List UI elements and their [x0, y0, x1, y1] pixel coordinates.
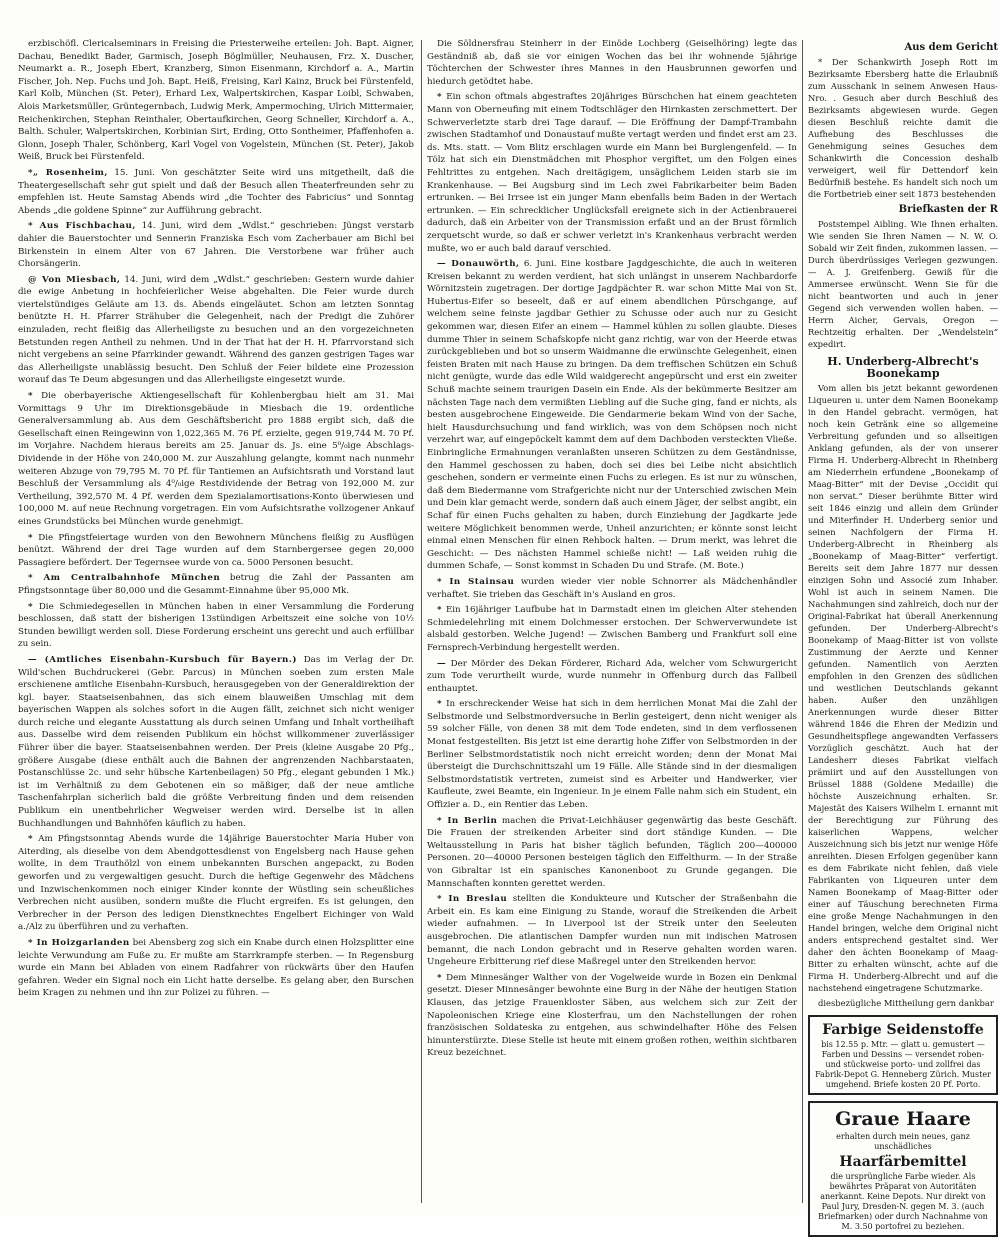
article-lead: @ Von Miesbach, [28, 274, 121, 285]
article-paragraph [18, 220, 414, 270]
article-text: Die oberbayerische Aktiengesellschaft für Kohlenbergbau hielt am 31. Mai Vormittags 9 Uhr im Direktionsgebäude in Miesbach die 19. ordentliche Generalversammlung ab. Aus dem Geschäftsbericht pro 1888 ergibt sich, daß die Gesellschaft einen Reingewinn von 1,022,365 M. 76 Pf. erzielte, gegen 919,744 M. 70 Pf. im Vorjahre. Nachdem hieraus bereits am 25. Januar ds. Js. eine 5⁰/₀ige Abschlags-Dividende in der Höhe von 240,000 M. zur Auszahlung gelangte, kommt nach nunmehr weiteren Abzuge von 79,795 M. 70 Pf. für Tantiemen an Aufsichtsrath und Vorstand laut Beschluß der Versammlung als 4⁰/₀ige Restdividende der Betrag von 192,000 M. zur Vertheilung, 392,570 M. 4 Pf. werden dem Spezialamortisations-Konto überwiesen und 100,000 M. auf neue Rechnung vorgetragen. Ein vom Aufsichtsrathe vollzogener Ankauf eines Grundstücks bei München wurde genehmigt. [18, 391, 414, 527]
article-paragraph [18, 572, 414, 597]
article-text: machen die Privat-Leichhäuser gegenwärtig das beste Geschäft. Die Frauen der streikenden Arbeiter sind dort ständige Kunden. — Die Weltausstellung in Paris hat bisher täglich befunden, Täglich 200—400000 Personen. 20—40000 Personen besteigen täglich den Eiffelthurm. — In der Straße von Gibraltar ist ein spanisches Kanonenboot zu Grunde gegangen. Die Mannschaften konnten gerettet werden. [427, 815, 797, 889]
hair-ad-product: Haarfärbemittel [839, 1154, 967, 1170]
silk-ad [808, 1015, 998, 1095]
article-lead: — [437, 658, 447, 669]
article-lead: * In Stainsau [437, 576, 515, 587]
article-text: Am Pfingstsonntag Abends wurde die 14jährige Bauerstochter Maria Huber von Aiterding, als dieselbe von dem Abendgottesdienst von Engelsberg nach Hause gehen wollte, in dem Trauthölzl von einem unbekannten Burschen angepackt, zu Boden geworfen und zu vergewaltigen gesucht. Durch die heftige Gegenwehr des Mädchens und Inzwischenkommen noch einiger Kinder konnte der Wüstling sein scheußliches Verbrechen nicht ausüben, sondern mußte die Flucht ergreifen. Es ist gelungen, den Verbrecher in der Person des ledigen Dienstknechtes Engelbert Eichinger von Wald a./Alz zu überführen und zu verhaften. [18, 834, 414, 933]
article-paragraph [427, 698, 797, 811]
article-text: 15. Juni. Von geschätzter Seite wird uns mitgetheilt, daß die Theatergesellschaft sehr gut spielt und daß der Besuch allen Theaterfreunden sehr zu empfehlen ist. Heute Samstag Abends wird „die Tochter des Fabricius“ und Sonntag Abends „die goldene Spinne“ zur Aufführung gebracht. [18, 167, 414, 216]
article-lead: *„ Rosenheim, [28, 167, 108, 178]
mailbox-text: Poststempel Aibling. Wie Ihnen erhalten. Wie senden Sie Ihren Namen — N. W. O. Sobald wir Zeit finden, zukommen lassen. — Durch überdrüssiges Verlegen gezwungen. — A. J. Greifenberg. Gewiß für die Ammersee erwünscht. Wenn Sie für die nicht beantworten und auch in jener Gegend sich verwenden wollen haben. — Herrn Aicher, Gervais, Oregon — Rechtzeitig erhalten. Der „Wendelstein“ expedirt. [808, 219, 998, 349]
article-paragraph [18, 38, 414, 164]
hair-ad-title: Graue Haare [835, 1108, 971, 1130]
hair-ad-text: die ursprüngliche Farbe wieder. Als bewährtes Präparat von Autoritäten anerkannt. Keine Depots. Nur direkt von Paul Jury, Dresden-N. gegen M. 3. (auch Briefmarken) oder durch Nachnahme von M. 3.50 portofrei zu beziehen. [818, 1172, 988, 1231]
article-lead: * In Berlin [437, 815, 498, 826]
column-left [18, 38, 414, 1207]
article-paragraph [427, 258, 797, 573]
article-text: wurden wieder vier noble Schnorrer als Mädchenhändler verhaftet. Sie trieben das Geschäft in's Ausland en gros. [427, 576, 797, 600]
article-paragraph [427, 91, 797, 255]
article-text: Ein 16jähriger Laufbube hat in Darmstadt einen im gleichen Alter stehenden Schmiedelehrling mit einem Dolchmesser erstochen. Der Schwerverwundete ist alsbald gestorben. Welche Jugend! — Zwischen Bamberg und Frankfurt soll eine Fernsprech-Verbindung hergestellt werden. [427, 605, 797, 653]
silk-ad-text: bis 12.55 p. Mtr. — glatt u. gemustert — Farben und Dessins — versendet roben- und stückweise porto- und zollfrei das Fabrik-Depot G. Henneberg Zürich. Muster umgehend. Briefe kosten 20 Pf. Porto. [815, 1040, 991, 1089]
article-text: 6. Juni. Eine kostbare Jagdgeschichte, die auch in weiteren Kreisen bekannt zu werden verdient, hat sich unlängst in unserem Nachbardorfe Wörnitzstein zugetragen. Der dortige Jagdpächter R. war schon Mitte Mai von St. Hubertus-Eifer so beseelt, daß er auf einem abendlichen Pürschgange, auf welchem seine feinste jagdbar Gethier zu Schusse oder auch nur zu Gesicht gekommen war, diesen Eifer an einem — Hammel kühlen zu sollen glaubte. Dieses dumme Thier in seinem Schafskopfe nicht ganz richtig, war von der Heerde etwas zurückgeblieben und bot so unserm Waidmanne die erwünschte Gelegenheit, einen feisten Braten mit nach Hause zu bringen. Da dem treffischen Schützen ein Schuß nicht genügte, wurde das edle Wild waidgerecht angepürscht und erst ein zweiter Schuß machte seinem traurigen Dasein ein Ende. Als der bekümmerte Besitzer am nächsten Tage nach dem vermißten Liebling auf die Suche ging, fand er nichts, als besten ausgebrochene Eingeweide. Die Gendarmerie bekam Wind von der Sache, hielt Hausdurchsuchung und fand wirklich, was von dem Schöpsen noch nicht verzehrt war, auf eingepöckelt kammt dem auf dem Dachboden versteckten Vließe. Einbringliche Ermahnungen veranlaßten unseren Schützen zu dem Geständnisse, den Hammel geschossen zu haben, doch sei dies bei Leibe nicht absichtlich geschehen, sondern er vermeinte einen Fuchs zu erlegen. Es ist nur zu wünschen, daß dem Biedermanne vom Strafgerichte nicht nur der Unterschied zwischen Mein und Dein klar gemacht werde, sondern daß auch einem Jäger, der selbst angibt, ein Schaf für einen Fuchs gehalten zu haben, durch Einziehung der Jagdkarte jede weitere Möglichkeit benommen werde, Unheil anzurichten; er könnte sonst leicht einmal einen Menschen für einen Rehbock halten. — Drum merkt, was lehret die Geschicht: — Des nächsten Hammel schieße nicht! — Laß weiden ruhig die dummen Schafe, — Sonst kommst in Schaden Du und Strafe. (M. Bote.) [427, 259, 798, 572]
article-paragraph [18, 532, 414, 570]
article-paragraph [427, 893, 797, 969]
article-paragraph [18, 654, 414, 830]
article-paragraph [18, 274, 414, 387]
article-lead: — Donauwörth, [437, 259, 520, 270]
silk-ad-title: Farbige Seidenstoffe [822, 1022, 984, 1038]
column-rule-right [802, 40, 803, 1203]
article-text: erzbischöfl. Clericalseminars in Freising die Priesterweihe erteilen: Joh. Bapt. Aigner, Dachau, Benedikt Bader, Garmisch, Joseph Böglmüller, Neuhausen, Frz. X. Duscher, Neumarkt a. R., Joseph Ebert, Kranzberg, Simon Eisenmann, Kirchdorf a. A., Martin Fischer, Joh. Nep. Fuchs und Joh. Bapt. Heiß, Freising, Karl Kainz, Bruck bei Fürstenfeld, Karl Kolb, München (St. Peter), Erhard Lex, Walpertskirchen, Kaspar Loibl, Schwaben, Alois Marketsmüller, Grüntegernbach, Ludwig Merk, Ampermoching, Ulrich Mittermaier, Reichenkirchen, Stephan Reinthaler, Obertaufkirchen, Georg Schneller, Kirchdorf a. A., Balth. Schuler, Walpertskirchen, Korbinian Sirt, Erding, Otto Sontheimer, Pfaffenhofen a. Glonn, Joseph Thaler, Schönberg, Karl Vogel von Vogelstein, München (St. Peter), Jakob Weiß, Bruck bei Fürstenfeld. [18, 39, 414, 163]
article-text: Dem Minnesänger Walther von der Vogelweide wurde in Bozen ein Denkmal gesetzt. Dieser Minnesänger bewohnte eine Burg in der Nähe der heutigen Station Klausen, das jetzige Frauenkloster Säben, aus welchem sich zur Zeit der Napoleonischen Kriege eine Klosterfrau, um den Nachstellungen der rohen französischen Soldateska zu entgehen, aus schwindelhafter Höhe des Felsen hinunterstürzte. Diese Stelle ist heute mit einem großen rothen, weithin sichtbaren Kreuz bezeichnet. [427, 972, 797, 1059]
article-text: Die Söldnersfrau Steinherr in der Einöde Lochberg (Geiselhöring) legte das Geständniß ab, daß sie vor einigen Wochen das bei ihr wohnende 5jährige Töchterchen der Schwester ihres Mannes in den Hausbrunnen geworfen und hiedurch getödtet habe. [427, 39, 797, 87]
boonekamp-ad-text: Vom allen bis jetzt bekannt gewordenen Liqueuren u. unter dem Namen Boonekamp in den Handel gebracht. vermögen, hat noch kein Getränk eine so allgemeine Verbreitung gefunden und so allseitigen Anklang gefunden, als der von unserer Firma H. Underberg-Albrecht in Rheinberg am Niederrhein erfundene „Boonekamp of Maag-Bitter“ mit der Devise „Occidit qui non servat.“ Dieser berühmte Bitter wird seit 1846 einzig und allein dem Gründer und Miterfinder H. Underberg senior und seinen Nachfolgern der Firma H. Underberg-Albrecht in Rheinberg als „Boonekamp of Maag-Bitter“ verfertigt. Bereits seit dem Jahre 1877 nur dessen einzigen Sohn und Associé zum Inhaber. Wohl ist auch in seinem Namen. Die Nachahmungen sind zahlreich, doch nur der Original-Fabrikat hat überall Anerkennung gefunden. Der Underberg-Albrecht's Boonekamp of Maag-Bitter ist von vollste Zustimmung der Aerzte und Kenner gefunden. Namentlich von Aerzten empfohlen in den Grenzen des südlichen und westlichen Deutschlands gekannt haben. Außer den unzähligen Anerkennungen wurde dieser Bitter während 1846 die Ehren der Medizin und Gesundheitspflege angewandten Verfassers Vorzüglich geschätzt. Auch hat der Landesherr dieses Fabrikat vielfach prämiirt und auf den Ausstellungen von Brüssel 1888 (Goldene Medaille) die höchste Auszeichnung erhalten. Sr. Majestät des Kaisers Wilhelm I. ernannt mit der Berechtigung zur Führung des kaiserlichen Wappens, welcher Auszeichnung sich bis jetzt nur wenige Höfe anreihten. Diesen Erfolgen gegenüber kann es dem Fabrikate nicht fehlen, daß viele Fabrikanten von Liqueuren unter dem Namen Boonekamp of Maag-Bitter oder einer auf Täuschung berechneten Firma eine große Menge Nachahmungen in den Handel bringen, welche dem Original nicht anders entsprechend gestaltet sind. Wer daher den ächten Boonekamp of Maag-Bitter zu erhalten wünscht, achte auf die Firma H. Underberg-Albrecht und auf die nachstehend eingetragene Schutzmarke. [808, 383, 998, 993]
article-lead: * Am Centralbahnhofe München [28, 573, 221, 584]
article-lead: * In Hoizgarlanden [28, 937, 130, 948]
column-right [808, 38, 998, 1231]
article-text: Das im Verlag der Dr. Wild'schen Buchdruckerei (Gebr. Parcus) in München soeben zum ersten Male erschienene amtliche Eisenbahn-Kursbuch, herausgegeben von der Generaldirektion der kgl. bayer. Staatseisenbahnen, das sich einem blauweißen Umschlag mit dem bayerischen Wappen als solches sofort in die Augen fällt, zeichnet sich nicht weniger durch reiche und elegante Ausstattung als durch seinen Umfang und Inhalt vortheilhaft aus. Dasselbe wird dem reisenden Publikum ein höchst willkommener zuverlässiger Führer über die bayer. Staatseisenbahnen werden. Der Preis (kleine Ausgabe 20 Pfg., größere Ausgabe (diese enthält auch die Bahnen der angrenzenden Nachbarstaaten, Postanschlüsse 2c. und sehr hübsche Kartenbeilagen) 50 Pfg., elegant gebunden 1 Mk.) ist im Verhältniß zu dem Gebotenen ein so mäßiger, daß der neue amtliche Taschenfahrplan sicherlich bald die größte Verbreitung finden und dem reisenden Publikum ein unentbehrlicher Wegweiser werden wird. Derselbe ist in allen Buchhandlungen und Bahnhöfen käuflich zu haben. [18, 654, 415, 829]
article-lead: * In Breslau [437, 894, 508, 905]
article-paragraph [427, 576, 797, 601]
article-lead: * Aus Fischbachau, [28, 221, 136, 232]
article-paragraph [427, 38, 797, 88]
article-lead: — (Amtliches Eisenbahn-Kursbuch für Bayern.) [28, 654, 298, 665]
article-paragraph [18, 390, 414, 529]
article-lead: * [437, 699, 443, 710]
section-title-mailbox: Briefkasten der R [898, 204, 998, 215]
hair-ad-subtitle: erhalten durch mein neues, ganz unschädliches [836, 1132, 970, 1151]
article-text: stellten die Kondukteure und Kutscher der Straßenbahn die Arbeit ein. Es kam eine Einigung zu Stande, worauf die Streikenden die Arbeit wieder aufnahmen. — In Liverpool ist der Streik unter den Seeleuten ausgebrochen. Die atlantischen Dampfer wurden nun mit indischen Matrosen bemannt, die nach London gebracht und in Reserve gehalten worden waren. Ungeheure Erbitterung rief diese Maßregel unter den Streikenden hervor. [427, 894, 798, 968]
article-paragraph [427, 658, 797, 696]
column-rule-left [421, 40, 422, 1203]
article-paragraph [427, 604, 797, 654]
article-text: Ein schon oftmals abgestraftes 20jähriges Bürschchen hat einem geachteten Mann von Oberneufing mit einem Todtschläger den Hirnkasten zerschmettert. Der Schwerverletzte starb drei Tage darauf. — Die Eröffnung der Dampf-Trambahn zwischen Stadtamhof und Donaustauf mußte vertagt werden und findet erst am 23. ds. Mts. statt. — Vom Blitz erschlagen wurde ein Mann bei Burglengenfeld. — In Tölz hat sich ein Dienstmädchen mit Phosphor vergiftet, um den Folgen eines Fehltrittes zu entgehen. Nach dreitägigem, unsäglichem Leiden starb sie im Krankenhause. — Bei Augsburg sind im Lech zwei Fabrikarbeiter beim Baden ertrunken. — Bei Irrsee ist ein junger Mann ebenfalls beim Baden in der Wertach ertrunken. — Ein schrecklicher Unglücksfall ereignete sich in der Actienbrauerei dadurch, daß ein Arbeiter von der Transmission erfaßt und an der Brust förmlich zerquetscht wurde, so daß er schwer verletzt in's Krankenhaus verbracht werden mußte, wo er auch bald darauf verschied. [427, 92, 797, 254]
boonekamp-ad-title: H. Underberg-Albrecht's Boonekamp [827, 355, 979, 380]
article-text: 14. Juni, wird dem „Wdlst.“ geschrieben: Gestern wurde dahier die ewige Anbetung in hochfeierlicher Weise abgehalten. Die Feier wurde durch viertelstündiges Geläute am 13. ds. Abends eingeläutet. Schon am letzten Sonntag benützte H. H. Pfarrer Strähuber die Gelegenheit, nach der Predigt die Zuhörer einzuladen, recht fleißig das Allerheiligste zu besuchen und an den vorgezeichneten Betstunden regen Antheil zu nehmen. Und in der That hat der H. H. Pfarrvorstand sich nicht vergebens an seine Pfarrkinder gewandt. Während des ganzen gestrigen Tages war das Allerheiligste unablässig besucht. Den Schluß der Feier bildete eine Prozession worauf das Te Deum abgesungen und das Allerheiligste eingesetzt wurde. [18, 274, 414, 386]
article-lead: * [28, 532, 34, 543]
article-lead: * [437, 605, 443, 616]
court-report: * Der Schankwirth Joseph Rott im Bezirksamte Ebersberg hatte die Erlaubniß zum Ausschank in seinem Anwesen Haus-Nro. . Gesuch aber durch Beschluß des Bezirksamts abgewiesen wurde. Gegen diesen Beschluß reichte damit die Aufhebung des Beschlusses die Genehmigung seines Gesuches dem Schankwirth die Concession deshalb verweigert, weil für Dettendorf kein Bedürfniß bestehe. Es handelt sich noch um die Fortbetrieb einer seit 1873 bestehenden [808, 57, 998, 199]
article-paragraph [427, 972, 797, 1060]
article-paragraph [18, 937, 414, 1000]
article-paragraph [18, 833, 414, 934]
article-text: bei Abensberg zog sich ein Knabe durch einen Holzsplitter eine leichte Verwundung am Fuße zu. Er mußte am Starrkrampfe sterben. — In Regensburg wurde ein Mann bei Abladen von einem Radfahrer von rückwärts über den Haufen gefahren. Weder ein Signal noch ein Licht hatte derselbe. Es gelang aber, den Burschen beim Kragen zu nehmen und ihn zur Polizei zu führen. — [18, 937, 414, 999]
article-paragraph [427, 815, 797, 891]
article-lead: * [28, 391, 34, 402]
article-lead: * [437, 972, 443, 983]
article-text: In erschreckender Weise hat sich in dem herrlichen Monat Mai die Zahl der Selbstmorde und Selbstmordversuche in Berlin gesteigert, denn nicht weniger als 59 solcher Fälle, von denen 38 mit dem Tode endeten, sind in dem verflossenen Monat festgestellten. Bis jetzt ist eine derartig hohe Ziffer von Selbstmorden in der Berliner Selbstmordstatistik noch nicht erreicht worden; denn der Monat Mai übersteigt die Durchschnittszahl um 19 Fälle. Alle Stände sind in der diesmaligen Selbstmordstatistik vertreten, zumeist sind es Arbeiter und Handwerker, vier Kaufleute, zwei Beamte, ein Ingenieur. In je einem Falle nahm sich ein Student, ein Offizier a. D., ein Rentier das Leben. [427, 699, 797, 811]
article-text: 14. Juni, wird dem „Wdlst.“ geschrieben: Jüngst verstarb dahier die Bauerstochter und Sennerin Franziska Esch vom Zacherbauer am Bichl bei Birkenstein in einem Alter von 67 Jahren. Die Verstorbene war früher auch Chorsängerin. [18, 221, 414, 270]
article-text: Der Mörder des Dekan Förderer, Richard Ada, welcher vom Schwurgericht zum Tode verurtheilt wurde, wurde nunmehr in Offenburg durch das Fallbeil enthauptet. [427, 658, 798, 694]
article-lead: * [437, 92, 443, 103]
column-middle [427, 38, 797, 1207]
article-lead: * [28, 601, 34, 612]
article-text: Die Schmiedegesellen in München haben in einer Versammlung die Forderung beschlossen, daß statt der bisherigen 13stündigen Arbeitszeit eine solche von 10½ Stunden bewilligt werden soll. Diese Forderung erscheint uns gerecht und auch erfüllbar zu sein. [18, 601, 415, 650]
article-paragraph [18, 601, 414, 651]
article-text: betrug die Zahl der Passanten am Pfingstsonntage über 80,000 und die Gesammt-Einnahme über 95,000 Mk. [18, 573, 414, 596]
article-paragraph [18, 167, 414, 217]
boonekamp-ad-footer: diesbezügliche Mittheilung gern dankbar [818, 998, 994, 1008]
article-lead: * [28, 834, 34, 845]
section-title-court: Aus dem Gericht [904, 42, 998, 53]
hair-ad [808, 1101, 998, 1237]
article-text: Die Pfingstfeiertage wurden von den Bewohnern Münchens fleißig zu Ausflügen benützt. Während der drei Tage wurden auf dem Starnbergersee gegen 20,000 Passagiere befördert. Der Tegernsee wurde von ca. 5000 Personen besucht. [18, 532, 414, 568]
